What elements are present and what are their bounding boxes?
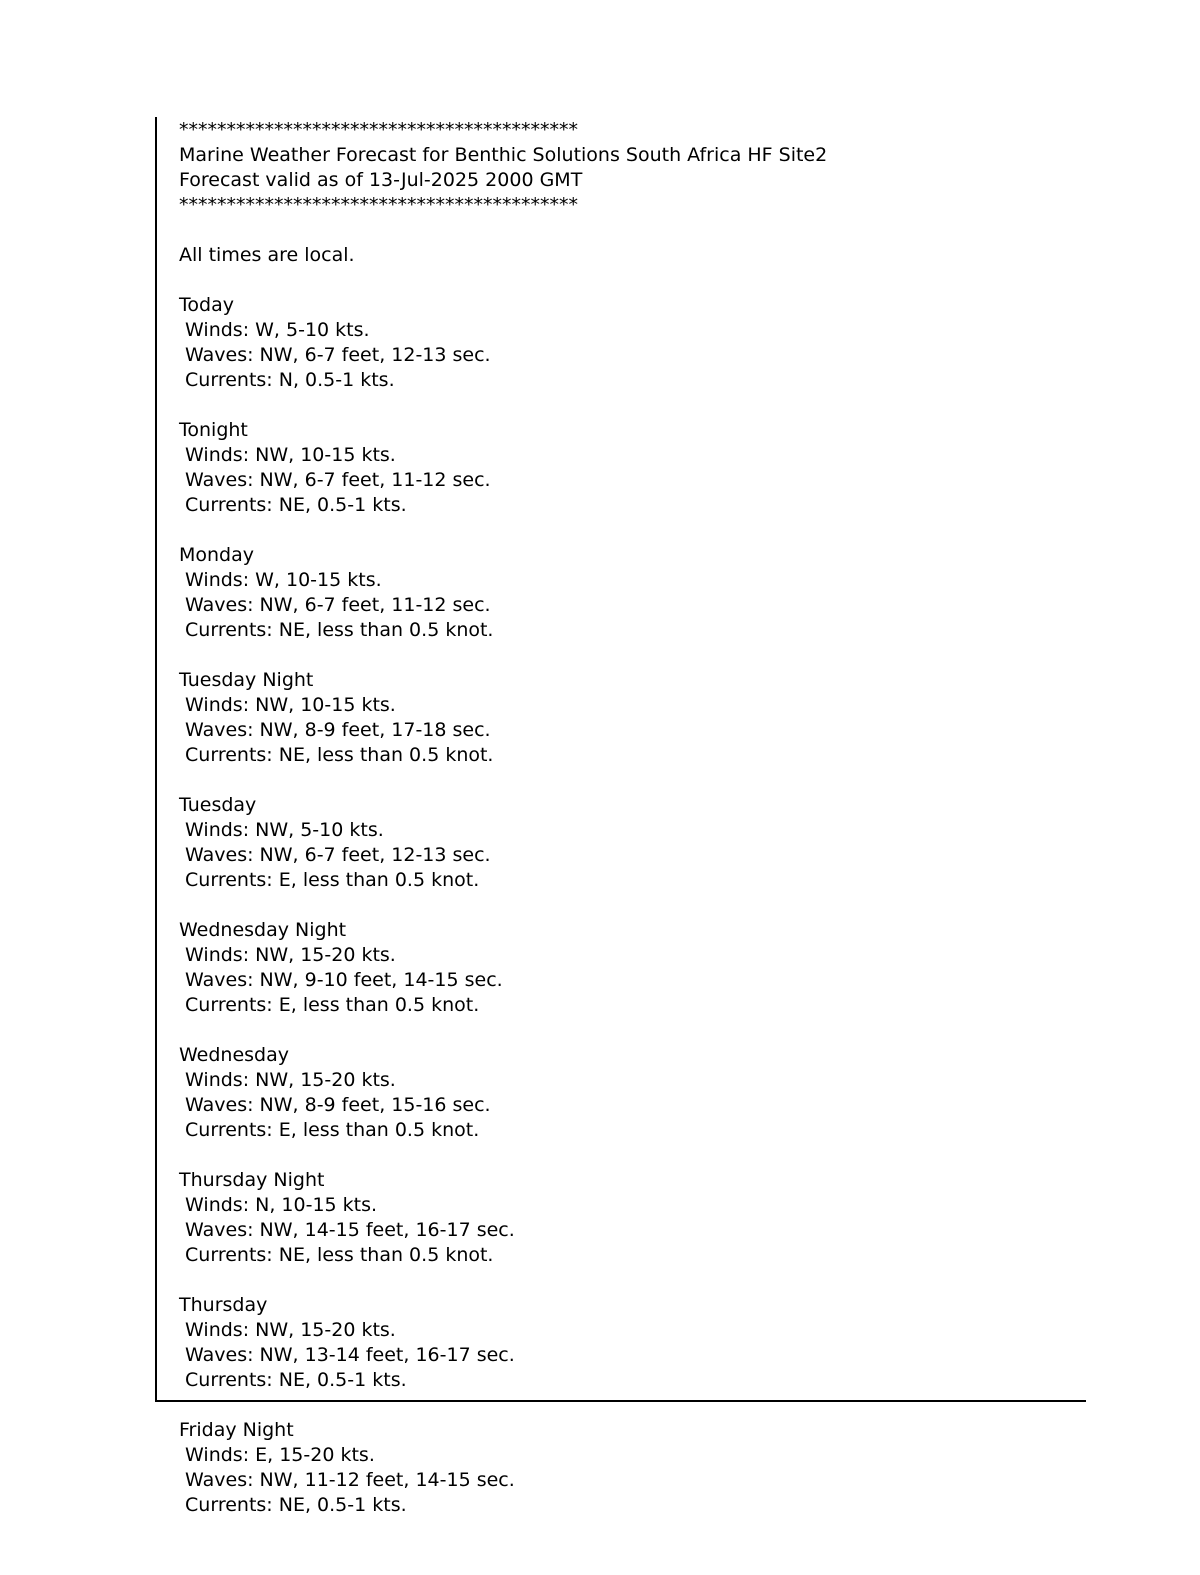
period-title: Wednesday xyxy=(179,1044,290,1066)
forecast-line: Waves: NW, 14-15 feet, 16-17 sec. xyxy=(179,1219,515,1241)
forecast-line: Currents: NE, less than 0.5 knot. xyxy=(179,744,494,766)
timezone-note: All times are local. xyxy=(179,244,355,266)
forecast-line: Winds: NW, 15-20 kts. xyxy=(179,1069,396,1091)
asterisk-divider-top: ****************************************** xyxy=(179,119,578,141)
forecast-line: Currents: E, less than 0.5 knot. xyxy=(179,1119,480,1141)
asterisk-divider-bottom: ****************************************** xyxy=(179,194,578,216)
forecast-line: Currents: E, less than 0.5 knot. xyxy=(179,994,480,1016)
forecast-line: Waves: NW, 6-7 feet, 12-13 sec. xyxy=(179,844,491,866)
period-title: Today xyxy=(179,294,234,316)
forecast-line: Waves: NW, 6-7 feet, 11-12 sec. xyxy=(179,594,491,616)
period-title: Tuesday Night xyxy=(179,669,314,691)
forecast-line: Winds: W, 5-10 kts. xyxy=(179,319,370,341)
forecast-line: Winds: W, 10-15 kts. xyxy=(179,569,382,591)
forecast-line: Waves: NW, 6-7 feet, 12-13 sec. xyxy=(179,344,491,366)
forecast-line: Waves: NW, 11-12 feet, 14-15 sec. xyxy=(179,1469,515,1491)
forecast-line: Currents: NE, less than 0.5 knot. xyxy=(179,619,494,641)
forecast-period xyxy=(179,668,827,768)
forecast-line: Waves: NW, 6-7 feet, 11-12 sec. xyxy=(179,469,491,491)
period-title: Thursday Night xyxy=(179,1169,325,1191)
forecast-period xyxy=(179,793,827,893)
forecast-period xyxy=(179,1293,827,1393)
period-title: Tonight xyxy=(179,419,248,441)
forecast-text xyxy=(179,118,827,1518)
forecast-line: Winds: NW, 10-15 kts. xyxy=(179,444,396,466)
period-title: Friday Night xyxy=(179,1419,294,1441)
forecast-period xyxy=(179,543,827,643)
forecast-period xyxy=(179,1418,827,1518)
forecast-valid-line: Forecast valid as of 13-Jul-2025 2000 GMT xyxy=(179,169,583,191)
forecast-line: Currents: NE, 0.5-1 kts. xyxy=(179,1369,407,1391)
forecast-line: Winds: NW, 5-10 kts. xyxy=(179,819,384,841)
forecast-period xyxy=(179,418,827,518)
forecast-line: Waves: NW, 9-10 feet, 14-15 sec. xyxy=(179,969,503,991)
forecast-line: Winds: E, 15-20 kts. xyxy=(179,1444,375,1466)
forecast-line: Waves: NW, 8-9 feet, 15-16 sec. xyxy=(179,1094,491,1116)
forecast-line: Winds: N, 10-15 kts. xyxy=(179,1194,378,1216)
forecast-period xyxy=(179,293,827,393)
forecast-line: Currents: NE, less than 0.5 knot. xyxy=(179,1244,494,1266)
forecast-periods xyxy=(179,293,827,1518)
period-title: Monday xyxy=(179,544,255,566)
period-title: Tuesday xyxy=(179,794,257,816)
forecast-line: Currents: NE, 0.5-1 kts. xyxy=(179,1494,407,1516)
period-title: Thursday xyxy=(179,1294,268,1316)
forecast-line: Currents: NE, 0.5-1 kts. xyxy=(179,494,407,516)
forecast-period xyxy=(179,1168,827,1268)
forecast-line: Winds: NW, 10-15 kts. xyxy=(179,694,396,716)
forecast-line: Winds: NW, 15-20 kts. xyxy=(179,944,396,966)
forecast-line: Winds: NW, 15-20 kts. xyxy=(179,1319,396,1341)
forecast-line: Currents: E, less than 0.5 knot. xyxy=(179,869,480,891)
forecast-line: Waves: NW, 8-9 feet, 17-18 sec. xyxy=(179,719,491,741)
forecast-title: Marine Weather Forecast for Benthic Solutions South Africa HF Site2 xyxy=(179,144,828,166)
forecast-line: Waves: NW, 13-14 feet, 16-17 sec. xyxy=(179,1344,515,1366)
period-title: Wednesday Night xyxy=(179,919,347,941)
forecast-period xyxy=(179,918,827,1018)
forecast-line: Currents: N, 0.5-1 kts. xyxy=(179,369,395,391)
forecast-period xyxy=(179,1043,827,1143)
